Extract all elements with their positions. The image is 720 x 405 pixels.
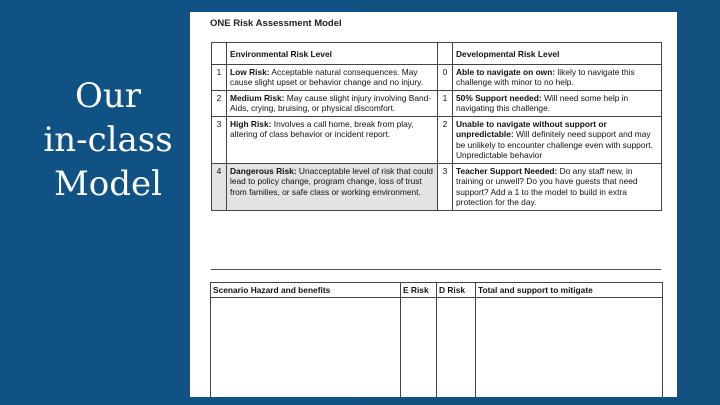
env-level-label: High Risk: xyxy=(230,118,272,129)
dev-level-number: 3 xyxy=(438,163,453,210)
dev-level-number: 0 xyxy=(438,64,453,90)
dev-level-text: Do any staff new, in training or unwell? Do you have guests that need support? Add a 1 to the model to build in extra protection for the day. xyxy=(456,165,638,207)
dev-level-label: Unable to navigate without support or unpredictable: xyxy=(456,118,607,139)
risk-row-1 xyxy=(212,64,662,90)
header-spacer-env xyxy=(212,43,227,65)
slide-title-line-3: Model xyxy=(53,164,163,204)
dev-level-text: Will definitely need support and may be unlikely to encounter challenge even with support. Unpredictable behavior xyxy=(456,129,653,160)
dev-level-cell xyxy=(453,116,662,163)
dev-level-cell xyxy=(453,64,662,90)
env-level-number: 1 xyxy=(212,64,227,90)
env-level-text: Involves a call home, break from play, altering of class behavior or incident report. xyxy=(230,118,414,139)
env-level-cell xyxy=(227,163,438,210)
slide-title xyxy=(22,74,194,206)
total-support-cell xyxy=(476,298,663,398)
section-divider xyxy=(211,269,661,270)
env-level-cell xyxy=(227,90,438,116)
env-level-text: Acceptable natural consequences. May cause slight upset or behavior change and no injury. xyxy=(230,66,424,87)
header-e-risk: E Risk xyxy=(401,283,437,298)
env-level-label: Dangerous Risk: xyxy=(230,165,297,176)
e-risk-cell xyxy=(401,298,437,398)
risk-row-3 xyxy=(212,116,662,163)
dev-level-cell xyxy=(453,163,662,210)
header-total-support: Total and support to mitigate xyxy=(476,283,663,298)
d-risk-cell xyxy=(437,298,476,398)
dev-level-label: Able to navigate on own: xyxy=(456,66,556,77)
header-spacer-dev xyxy=(438,43,453,65)
risk-row-2 xyxy=(212,90,662,116)
dev-level-label: 50% Support needed: xyxy=(456,92,542,103)
env-level-cell xyxy=(227,116,438,163)
slide-title-line-2: in-class xyxy=(43,120,173,160)
scenario-header-row xyxy=(211,283,663,298)
risk-row-4 xyxy=(212,163,662,210)
env-level-text: May cause slight injury involving Band-Aids, crying, bruising, or physical discomfort. xyxy=(230,92,432,113)
header-environmental: Environmental Risk Level xyxy=(227,43,438,65)
dev-level-text: likely to navigate this challenge with minor to no help. xyxy=(456,66,635,87)
env-level-label: Medium Risk: xyxy=(230,92,285,103)
header-developmental: Developmental Risk Level xyxy=(453,43,662,65)
dev-level-number: 2 xyxy=(438,116,453,163)
env-level-text: Unacceptable level of risk that could lead to policy change, program change, loss of trust from families, or safe class or working environment. xyxy=(230,165,433,197)
dev-level-label: Teacher Support Needed: xyxy=(456,165,558,176)
risk-table-header-row xyxy=(212,43,662,65)
env-level-number: 2 xyxy=(212,90,227,116)
env-level-label: Low Risk: xyxy=(230,66,270,77)
env-level-cell xyxy=(227,64,438,90)
header-d-risk: D Risk xyxy=(437,283,476,298)
scenario-cell xyxy=(211,298,401,398)
env-level-number: 4 xyxy=(212,163,227,210)
document-image xyxy=(190,12,677,397)
dev-level-number: 1 xyxy=(438,90,453,116)
slide-title-line-1: Our xyxy=(74,76,142,116)
scenario-table xyxy=(210,282,663,397)
document-title: ONE Risk Assessment Model xyxy=(210,18,342,29)
dev-level-text: Will need some help in navigating this challenge. xyxy=(456,92,629,113)
env-level-number: 3 xyxy=(212,116,227,163)
dev-level-cell xyxy=(453,90,662,116)
risk-level-table xyxy=(211,42,662,211)
header-scenario: Scenario Hazard and benefits xyxy=(211,283,401,298)
scenario-empty-row xyxy=(211,298,663,398)
